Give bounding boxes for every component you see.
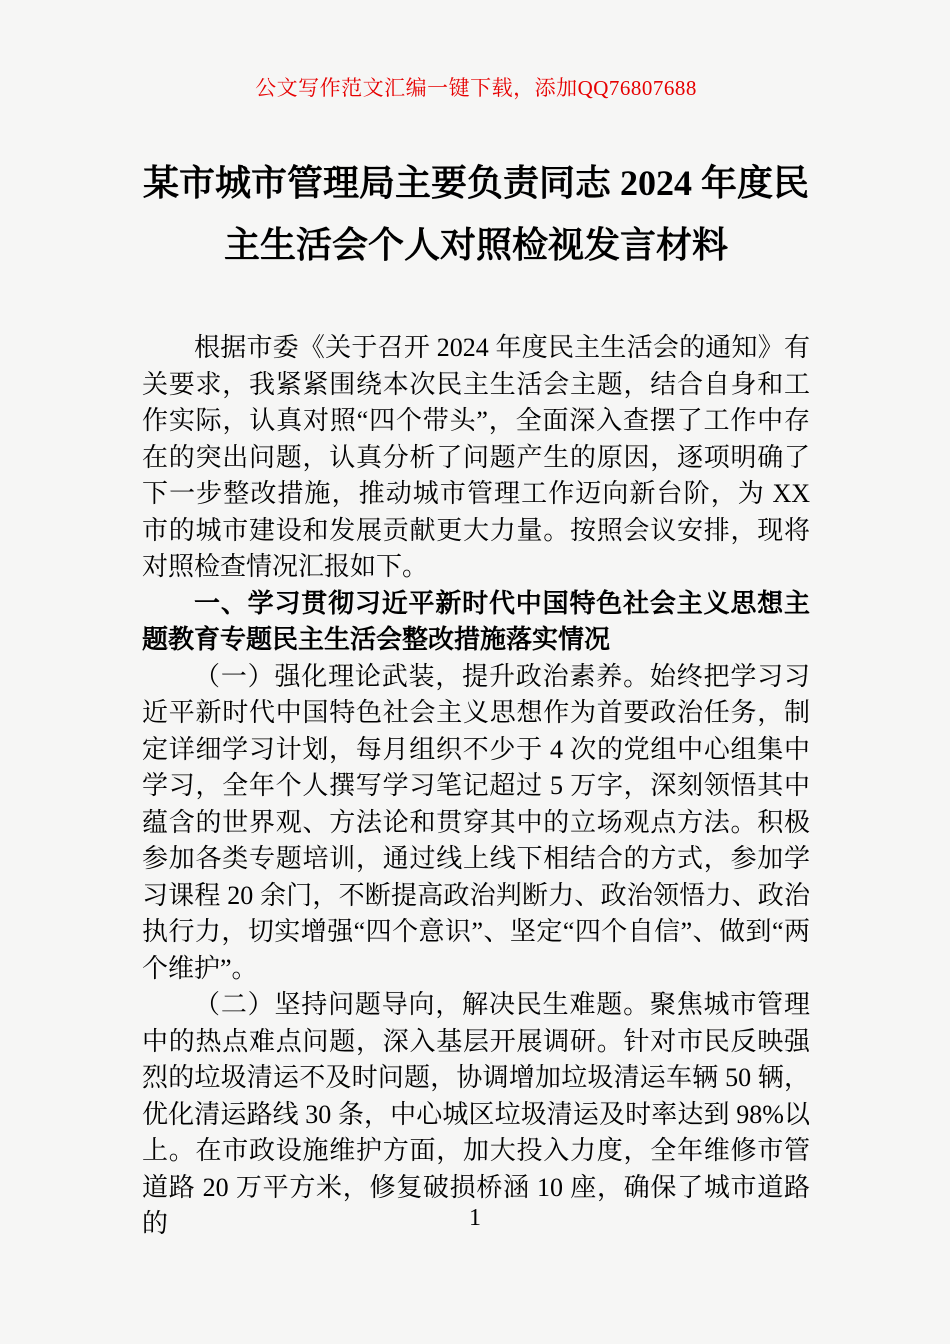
body-paragraph: 根据市委《关于召开 2024 年度民主生活会的通知》有关要求，我紧紧围绕本次民主生活会主题，结合自身和工作实际，认真对照“四个带头”，全面深入查摆了工作中存在的突出问题，认真分析了问题产生的原因，逐项明确了下一步整改措施，推动城市管理工作迈向新台阶，为 XX 市的城市建设和发展贡献更大力量。按照会议安排，现将对照检查情况汇报如下。 (142, 333, 810, 581)
body-paragraph: （二）坚持问题导向，解决民生难题。聚焦城市管理中的热点难点问题，深入基层开展调研。针对市民反映强烈的垃圾清运不及时问题，协调增加垃圾清运车辆 50 辆，优化清运路线 30 条，中心城区垃圾清运及时率达到 98%以上。在市政设施维护方面，加大投入力度，全年维修市管道路 20 万平方米，修复破损桥涵 10 座，确保了城市道路的 (142, 990, 810, 1238)
promo-header-text: 公文写作范文汇编一键下载，添加QQ76807688 (255, 76, 697, 100)
page-number: 1 (469, 1205, 481, 1231)
section-heading: 一、学习贯彻习近平新时代中国特色社会主义思想主题教育专题民主生活会整改措施落实情况 (142, 588, 810, 654)
body-paragraph: （一）强化理论武装，提升政治素养。始终把学习习近平新时代中国特色社会主义思想作为首要政治任务，制定详细学习计划，每月组织不少于 4 次的党组中心组集中学习，全年个人撰写学习笔记超过 5 万字，深刻领悟其中蕴含的世界观、方法论和贯穿其中的立场观点方法。积极参加各类专题培训，通过线上线下相结合的方式，参加学习课程 20 余门，不断提高政治判断力、政治领悟力、政治执行力，切实增强“四个意识”、坚定“四个自信”、做到“两个维护”。 (142, 661, 810, 983)
document-body (142, 330, 810, 1243)
document-title: 某市城市管理局主要负责同志 2024 年度民主生活会个人对照检视发言材料 (142, 163, 809, 265)
